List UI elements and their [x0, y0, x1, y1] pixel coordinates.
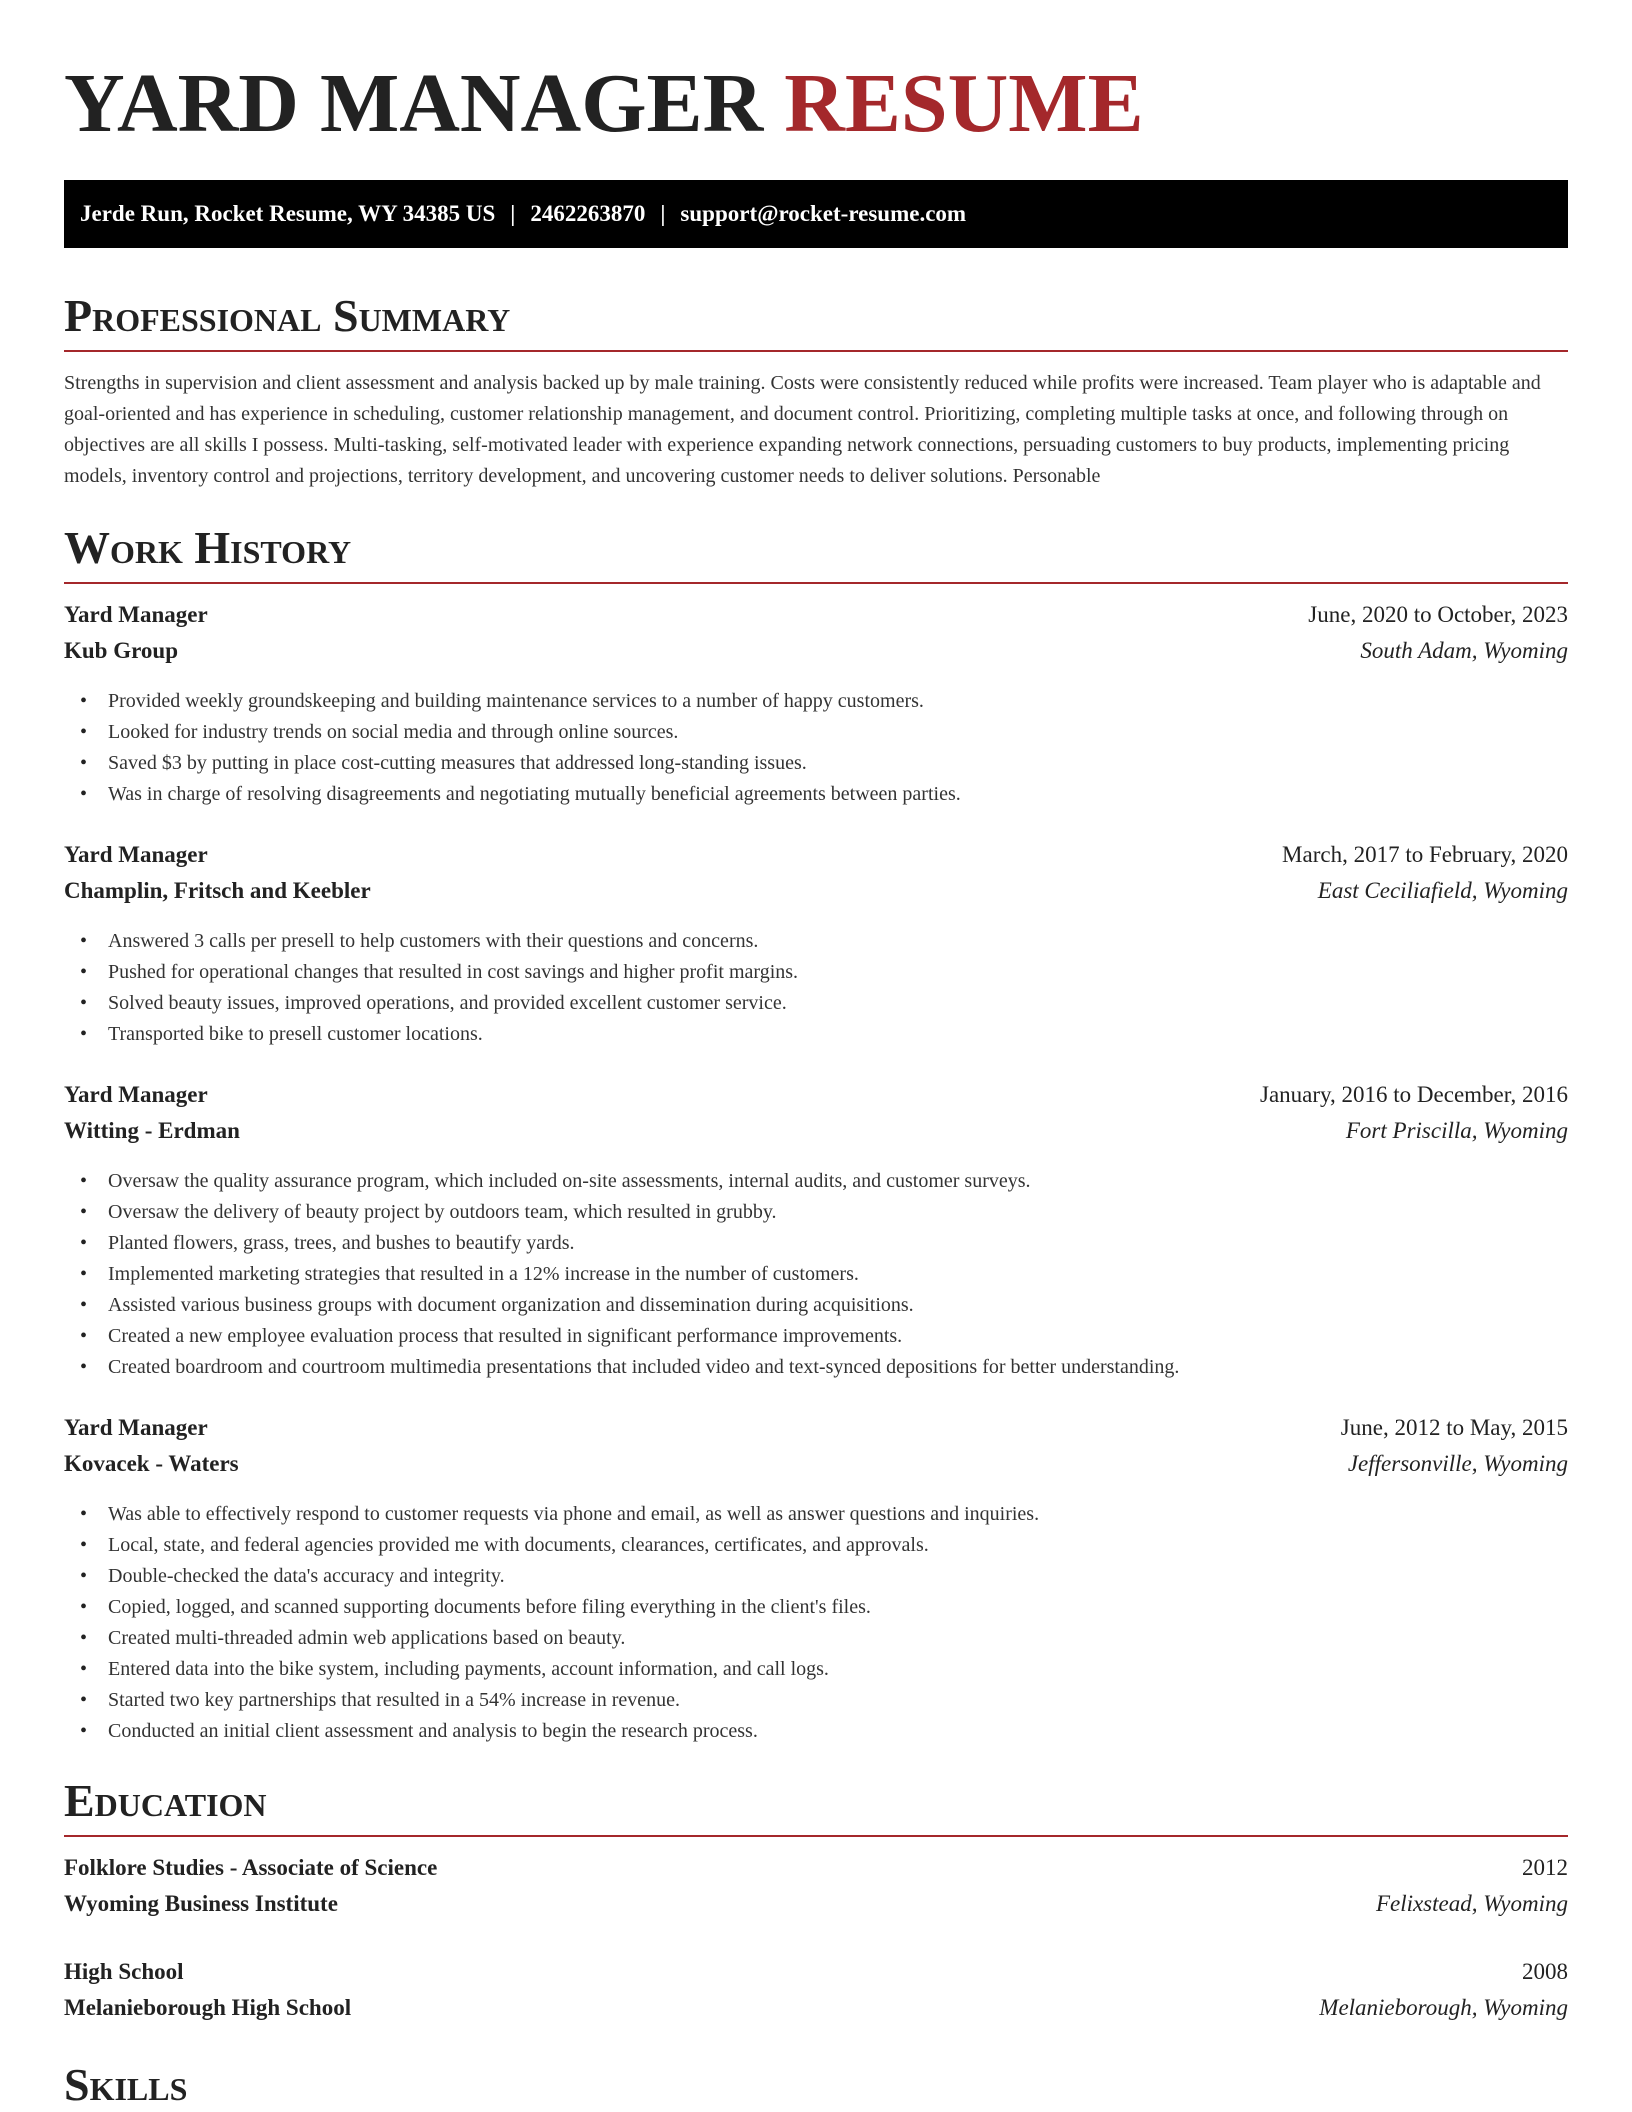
job-title-row [64, 842, 1568, 878]
job-title: Yard Manager [64, 1415, 208, 1440]
job-company: Champlin, Fritsch and Keebler [64, 878, 371, 903]
job-bullet: • Transported bike to presell customer locations. [64, 1019, 1568, 1050]
job-entry [64, 842, 1568, 1050]
contact-address: Jerde Run, Rocket Resume, WY 34385 US [80, 201, 496, 226]
contact-phone[interactable]: 2462263870 [530, 201, 646, 226]
title-main: YARD MANAGER [64, 57, 764, 150]
job-title-row [64, 1415, 1568, 1451]
skills-heading: Skills [64, 2059, 188, 2110]
education-school-row [64, 1891, 1568, 1927]
job-bullet: • Implemented marketing strategies that resulted in a 12% increase in the number of customers. [64, 1259, 1568, 1290]
job-title: Yard Manager [64, 1082, 208, 1107]
job-company: Witting - Erdman [64, 1118, 240, 1143]
job-company-row [64, 1118, 1568, 1154]
education-entry [64, 1959, 1568, 2031]
job-title: Yard Manager [64, 842, 208, 867]
education-school: Wyoming Business Institute [64, 1891, 338, 1916]
resume-title [64, 58, 1568, 150]
work-history-list [64, 602, 1568, 1747]
job-bullets [64, 1166, 1568, 1383]
job-bullet: • Created a new employee evaluation process that resulted in significant performance improvements. [64, 1321, 1568, 1352]
job-title: Yard Manager [64, 602, 208, 627]
job-bullet: • Oversaw the quality assurance program, which included on-site assessments, internal audits, and customer surveys. [64, 1166, 1568, 1197]
job-entry [64, 1082, 1568, 1383]
job-company-row [64, 638, 1568, 674]
summary-heading: Professional Summary [64, 290, 1568, 352]
job-company: Kovacek - Waters [64, 1451, 239, 1476]
job-dates: June, 2020 to October, 2023 [1308, 602, 1568, 627]
education-entry [64, 1855, 1568, 1927]
summary-text: Strengths in supervision and client assessment and analysis backed up by male training. Costs were consistently reduced while profits were increased. Team player who is adaptable and goal-oriented and has experience in scheduling, customer relationship management, and document control. Prioritizing, completing multiple tasks at once, and following through on objectives are all skills I possess. Multi-tasking, self-motivated leader with experience expanding network connections, persuading customers to buy products, implementing pricing models, inventory control and projections, territory development, and uncovering customer needs to deliver solutions. Personable [64, 372, 1541, 487]
education-location: Melanieborough, Wyoming [1319, 1995, 1568, 2020]
education-year: 2012 [1522, 1855, 1568, 1880]
education-degree: Folklore Studies - Associate of Science [64, 1855, 438, 1880]
job-bullet: • Solved beauty issues, improved operations, and provided excellent customer service. [64, 988, 1568, 1019]
work-history-heading: Work History [64, 522, 1568, 584]
contact-separator: | [510, 201, 516, 226]
job-bullet: • Local, state, and federal agencies provided me with documents, clearances, certificates, and approvals. [64, 1530, 1568, 1561]
job-bullet: • Entered data into the bike system, including payments, account information, and call logs. [64, 1654, 1568, 1685]
job-company: Kub Group [64, 638, 178, 663]
job-title-row [64, 602, 1568, 638]
job-bullets [64, 686, 1568, 810]
job-dates: March, 2017 to February, 2020 [1282, 842, 1568, 867]
contact-separator: | [660, 201, 666, 226]
job-company-row [64, 878, 1568, 914]
education-degree: High School [64, 1959, 184, 1984]
job-dates: January, 2016 to December, 2016 [1260, 1082, 1568, 1107]
job-dates: June, 2012 to May, 2015 [1340, 1415, 1568, 1440]
education-school-row [64, 1995, 1568, 2031]
education-year: 2008 [1522, 1959, 1568, 1984]
job-bullet: • Answered 3 calls per presell to help customers with their questions and concerns. [64, 926, 1568, 957]
job-bullet: • Pushed for operational changes that resulted in cost savings and higher profit margins. [64, 957, 1568, 988]
job-bullet: • Started two key partnerships that resulted in a 54% increase in revenue. [64, 1685, 1568, 1716]
job-bullet: • Oversaw the delivery of beauty project by outdoors team, which resulted in grubby. [64, 1197, 1568, 1228]
job-location: Fort Priscilla, Wyoming [1345, 1118, 1568, 1143]
title-accent: RESUME [784, 57, 1144, 150]
contact-bar [64, 180, 1568, 248]
job-bullet: • Created multi-threaded admin web applications based on beauty. [64, 1623, 1568, 1654]
job-location: Jeffersonville, Wyoming [1347, 1451, 1568, 1476]
job-bullet: • Was in charge of resolving disagreements and negotiating mutually beneficial agreements between parties. [64, 779, 1568, 810]
job-bullets [64, 926, 1568, 1050]
job-company-row [64, 1451, 1568, 1487]
education-school: Melanieborough High School [64, 1995, 352, 2020]
education-degree-row [64, 1855, 1568, 1891]
job-bullet: • Double-checked the data's accuracy and integrity. [64, 1561, 1568, 1592]
job-entry [64, 602, 1568, 810]
education-list [64, 1855, 1568, 2031]
job-location: East Ceciliafield, Wyoming [1317, 878, 1568, 903]
education-degree-row [64, 1959, 1568, 1995]
job-bullets [64, 1499, 1568, 1747]
job-bullet: • Was able to effectively respond to customer requests via phone and email, as well as answer questions and inquiries. [64, 1499, 1568, 1530]
job-bullet: • Created boardroom and courtroom multimedia presentations that included video and text-synced depositions for better understanding. [64, 1352, 1568, 1383]
job-bullet: • Provided weekly groundskeeping and building maintenance services to a number of happy customers. [64, 686, 1568, 717]
job-bullet: • Conducted an initial client assessment and analysis to begin the research process. [64, 1716, 1568, 1747]
job-bullet: • Copied, logged, and scanned supporting documents before filing everything in the client's files. [64, 1592, 1568, 1623]
contact-email[interactable]: support@rocket-resume.com [680, 201, 967, 226]
job-bullet: • Assisted various business groups with document organization and dissemination during acquisitions. [64, 1290, 1568, 1321]
education-heading: Education [64, 1775, 1568, 1837]
education-location: Felixstead, Wyoming [1375, 1891, 1568, 1916]
job-entry [64, 1415, 1568, 1747]
job-bullet: • Looked for industry trends on social media and through online sources. [64, 717, 1568, 748]
job-bullet: • Planted flowers, grass, trees, and bushes to beautify yards. [64, 1228, 1568, 1259]
job-bullet: • Saved $3 by putting in place cost-cutting measures that addressed long-standing issues. [64, 748, 1568, 779]
job-location: South Adam, Wyoming [1360, 638, 1568, 663]
job-title-row [64, 1082, 1568, 1118]
